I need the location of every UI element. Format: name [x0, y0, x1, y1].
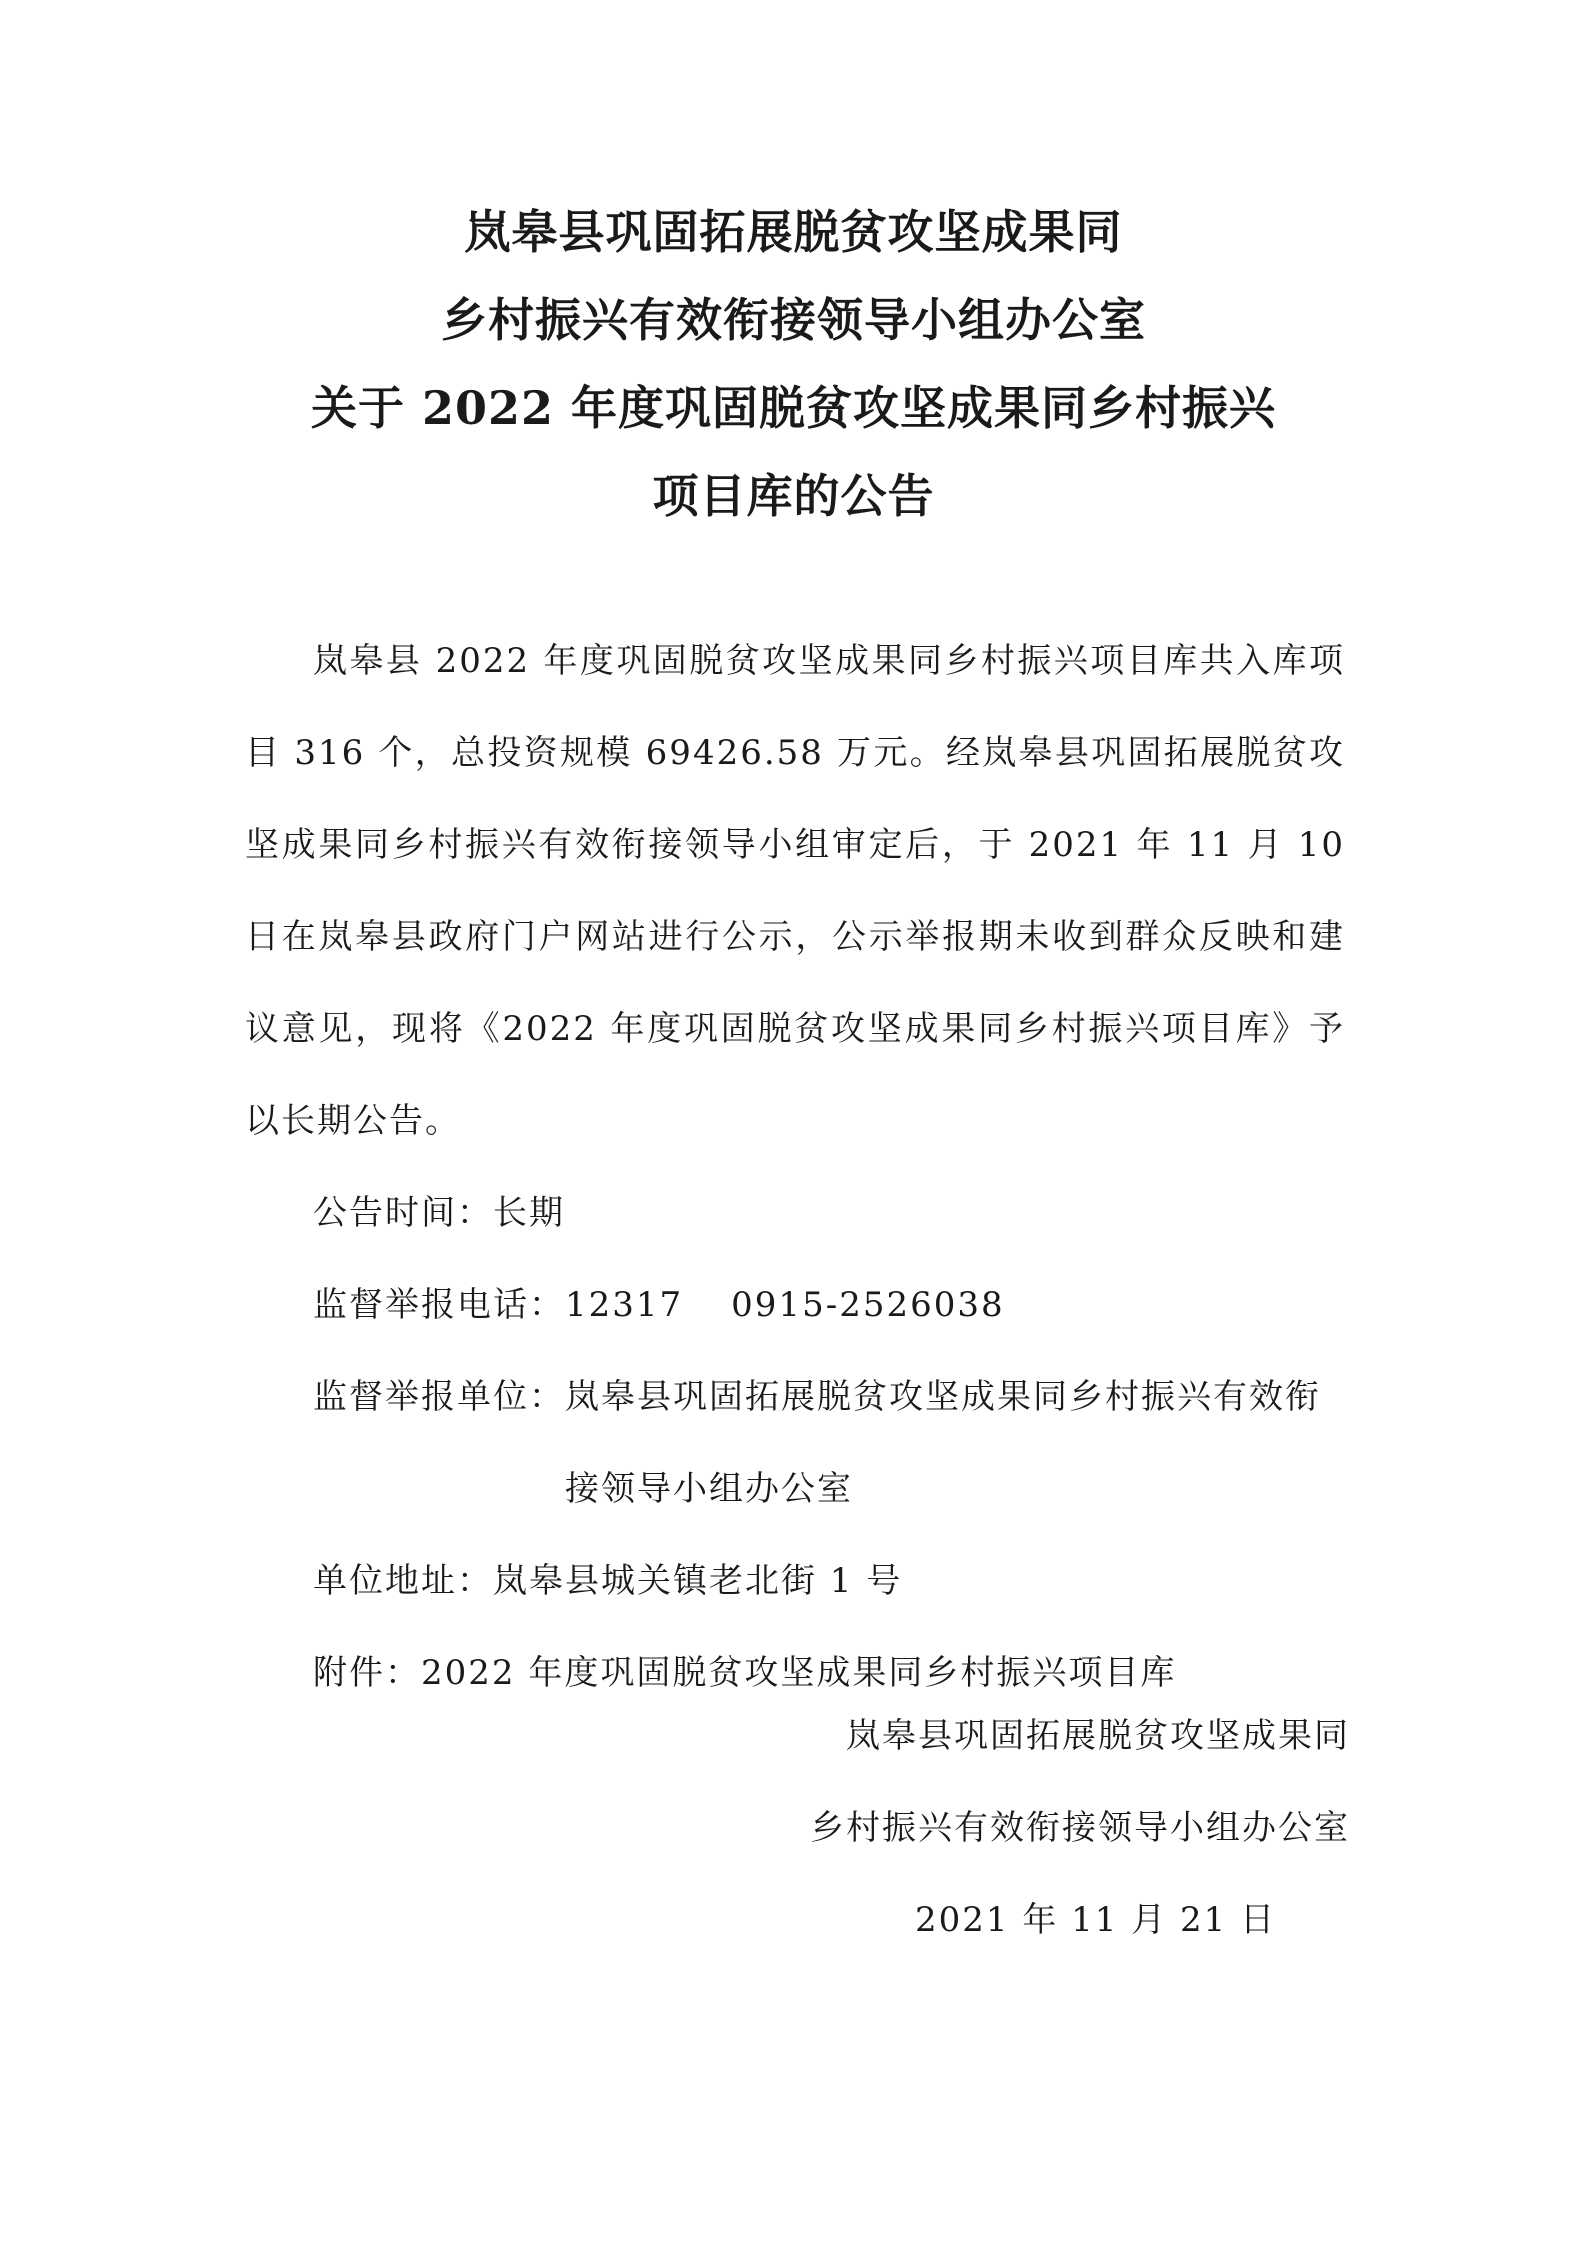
report-unit-value: 岚皋县巩固拓展脱贫攻坚成果同乡村振兴有效衔接领导小组办公室: [565, 1377, 1321, 1509]
report-unit-label: 监督举报单位：: [313, 1377, 565, 1417]
main-paragraph: 岚皋县 2022 年度巩固脱贫攻坚成果同乡村振兴项目库共入库项目 316 个，总投资规模 69426.58 万元。经岚皋县巩固拓展脱贫攻坚成果同乡村振兴有效衔接领导小组审定后，于 2021 年 11 月 10 日在岚皋县政府门户网站进行公示，公示举报期未收到群众反映和建议意见，现将《2022 年度巩固脱贫攻坚成果同乡村振兴项目库》予以长期公告。: [245, 641, 1346, 1141]
report-phone-label: 监督举报电话：: [313, 1285, 565, 1325]
title-line-4: 项目库的公告: [652, 469, 935, 523]
unit-address-label: 单位地址：: [313, 1561, 493, 1601]
document-title: [0, 188, 1587, 540]
signature-org-line-2: 乡村振兴有效衔接领导小组办公室: [810, 1808, 1350, 1848]
report-phone: [245, 1259, 1345, 1351]
announcement-time-label: 公告时间：: [313, 1193, 493, 1233]
report-phone-1: 12317: [565, 1285, 684, 1325]
announcement-time-value: 长期: [493, 1193, 565, 1233]
signature-date: 2021 年 11 月 21 日: [915, 1900, 1277, 1940]
title-line-3: 关于 2022 年度巩固脱贫攻坚成果同乡村振兴: [310, 381, 1277, 435]
title-line-1: 岚皋县巩固拓展脱贫攻坚成果同: [464, 205, 1123, 259]
report-unit: [245, 1351, 1345, 1535]
unit-address: [245, 1535, 1345, 1627]
attachment-value: 2022 年度巩固脱贫攻坚成果同乡村振兴项目库: [421, 1653, 1177, 1693]
unit-address-value: 岚皋县城关镇老北街 1 号: [493, 1561, 903, 1601]
document-body: [245, 615, 1345, 1719]
signature-block: [780, 1690, 1350, 1966]
announcement-time: [245, 1167, 1345, 1259]
signature-org-line-1: 岚皋县巩固拓展脱贫攻坚成果同: [846, 1716, 1350, 1756]
title-line-2: 乡村振兴有效衔接领导小组办公室: [441, 293, 1146, 347]
report-phone-2: 0915-2526038: [731, 1285, 1005, 1325]
attachment-label: 附件：: [313, 1653, 421, 1693]
